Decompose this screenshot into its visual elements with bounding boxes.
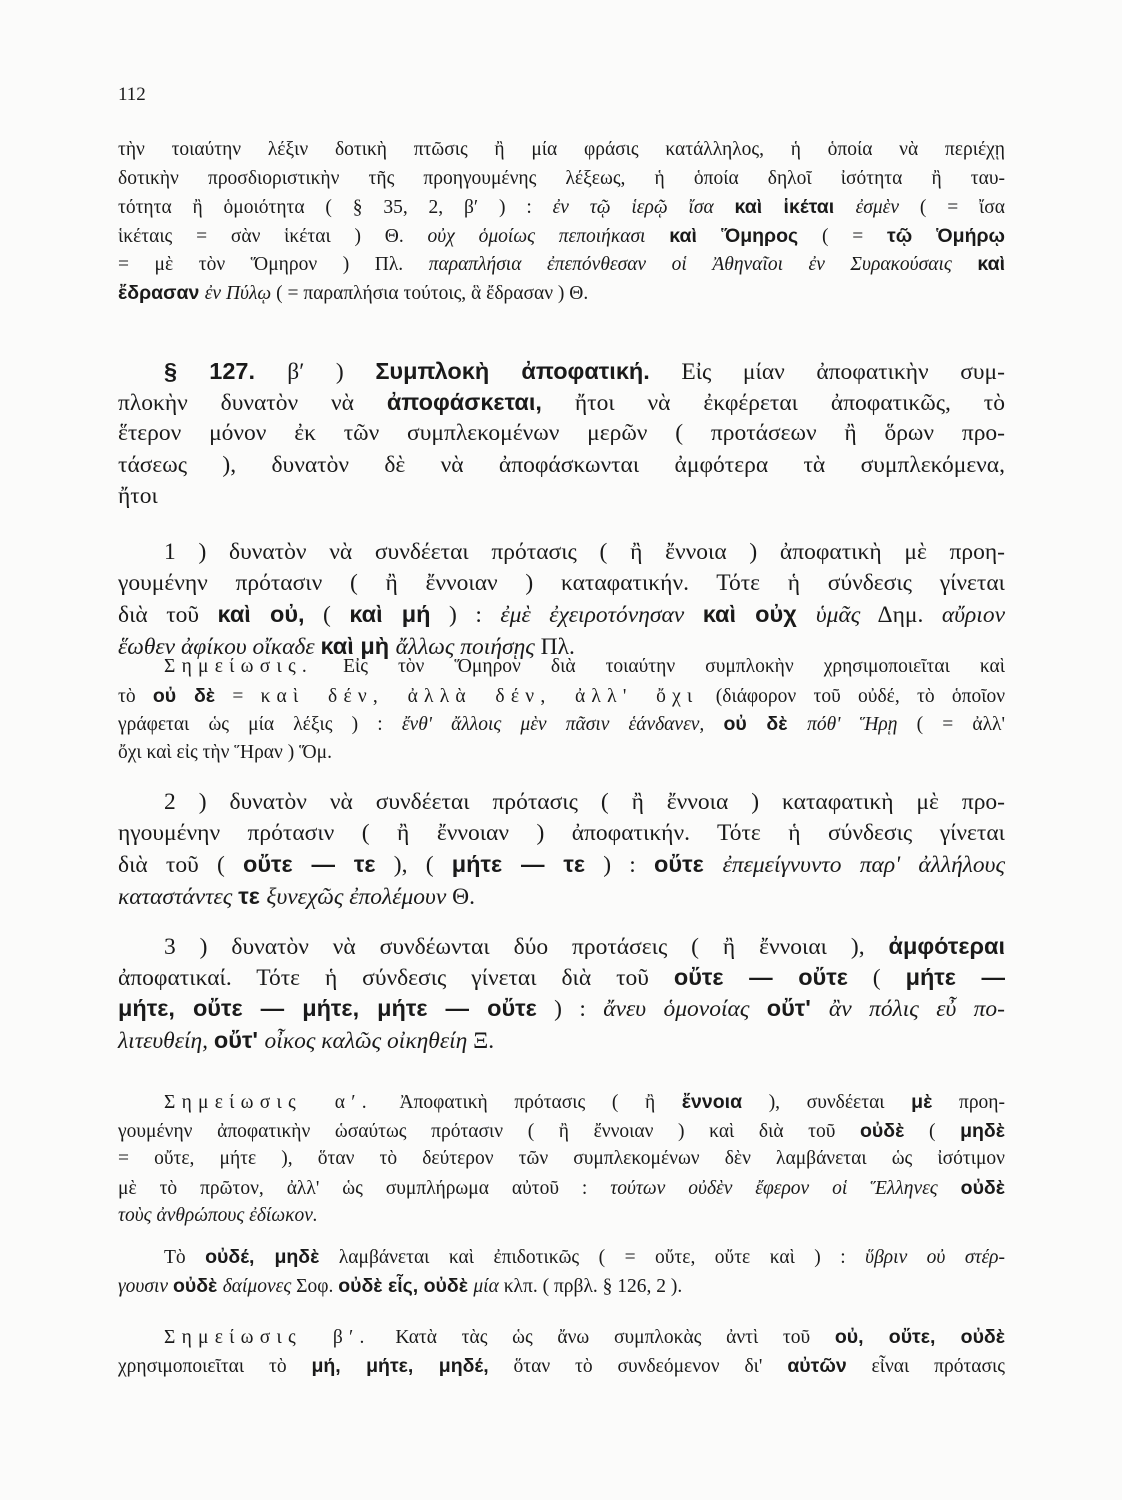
- text-run: διὰ τοῦ (: [118, 852, 244, 879]
- text-run: (: [304, 602, 350, 629]
- italic-text: παραπλήσια ἐπεπόνθεσαν οἱ Ἀθηναῖοι ἐν Συρακούσαις: [428, 254, 978, 276]
- text-run: ), συνδέεται: [742, 1092, 912, 1113]
- bold-text: § 127.: [164, 358, 288, 384]
- text-line: [118, 682, 1005, 711]
- text-run: 2 ) δυνατὸν νὰ συνδέεται πρότασις ( ἢ ἔννοια ) καταφατικὴ μὲ προ-: [164, 789, 1005, 815]
- text-line: [118, 818, 1005, 849]
- bold-text: καὶ μή: [349, 601, 431, 628]
- text-run: γουμένην πρότασιν ( ἢ ἔννοιαν ) καταφατικήν. Τότε ἡ σύνδεσις γίνεται: [118, 570, 1005, 597]
- bold-text: μήτε, οὔτε — μήτε, μήτε — οὔτε: [118, 995, 537, 1022]
- text-line: [118, 993, 1005, 1024]
- text-line: [118, 222, 1005, 251]
- bold-text: αὐτῶν: [787, 1354, 847, 1377]
- italic-text: ἕωθεν ἀφίκου οἴκαδε: [118, 633, 321, 660]
- text-run: τάσεως ), δυνατὸν δὲ νὰ ἀποφάσκωνται ἀμφότερα τὰ συμπλεκόμενα,: [118, 451, 1005, 478]
- text-run: κλπ. ( πρβλ. § 126, 2 ).: [498, 1275, 683, 1297]
- bold-text: οὐ δὲ: [152, 684, 216, 707]
- text-run: ἤτοι: [118, 482, 158, 509]
- bold-text: καὶ ἱκέται: [734, 196, 856, 219]
- text-line: [118, 1174, 1005, 1203]
- bold-text: τῷ Ὁμήρῳ: [887, 224, 1006, 247]
- text-line: [118, 787, 1005, 818]
- bold-text: οὔτε — τε: [243, 851, 376, 878]
- text-run: Ἀποφατικὴ πρότασις ( ἢ: [372, 1092, 682, 1113]
- text-run: = μὲ τὸν Ὅμηρον ) Πλ.: [118, 254, 429, 276]
- text-line: [118, 881, 1005, 912]
- bold-text: ἀμφότεραι: [888, 933, 1005, 959]
- italic-text: ἐν Πύλῳ: [204, 282, 272, 304]
- bold-text: οὔτ': [213, 1026, 265, 1053]
- text-line: [118, 250, 1005, 279]
- spaced-text: Σημείωσις α′.: [164, 1092, 373, 1113]
- text-run: ( = ἴσα: [899, 197, 1006, 219]
- text-line: [118, 418, 1005, 449]
- bold-text: οὐδὲ: [172, 1274, 223, 1297]
- text-line: [118, 450, 1005, 481]
- text-line: [118, 962, 1005, 993]
- italic-text: ἄνευ ὁμονοίας: [603, 996, 767, 1023]
- italic-text: ἐπεμείγνυντο παρ' ἀλλήλους: [722, 852, 1005, 879]
- bold-text: ἔννοια: [681, 1091, 743, 1113]
- text-line: [118, 1352, 1005, 1381]
- paragraph-note: [118, 653, 1005, 767]
- bold-text: οὔτ': [766, 995, 829, 1022]
- text-line: [118, 1025, 1005, 1056]
- italic-text: γουσιν: [118, 1275, 173, 1297]
- text-run: Θ.: [446, 883, 475, 910]
- text-run: τὴν τοιαύτην λέξιν δοτικὴ πτῶσις ἢ μία φράσις κατάλληλος, ἡ ὁποία νὰ περιέχῃ: [118, 139, 1005, 160]
- text-line: [118, 1243, 1005, 1272]
- text-run: ( = ἀλλ': [897, 714, 1006, 736]
- italic-text: τοὺς ἀνθρώπους ἐδίωκον.: [118, 1205, 318, 1227]
- text-run: ἱκέταις = σὰν ἱκέται ) Θ.: [118, 225, 428, 247]
- spaced-text: καὶ δέν, ἀλλὰ δέν, ἀλλ' ὄχι: [260, 685, 699, 707]
- bold-text: οὔτε: [654, 851, 723, 878]
- italic-text: πόθ' Ἥρῃ: [807, 714, 898, 736]
- italic-text: ἐν τῷ ἱερῷ ἴσα: [552, 197, 735, 219]
- page-number: 112: [118, 84, 146, 105]
- bold-text: καὶ οὐ,: [217, 601, 305, 628]
- bold-text: οὐδέ, μηδὲ: [205, 1246, 320, 1268]
- text-run: ) :: [430, 602, 501, 629]
- text-line: [118, 1323, 1005, 1352]
- spaced-text: Σημείωσις β′.: [164, 1327, 371, 1348]
- text-run: (διάφορον τοῦ οὐδέ, τὸ ὁποῖον: [698, 685, 1006, 707]
- text-run: ὅταν τὸ συνδεόμενον δι': [488, 1355, 788, 1377]
- italic-text: ὑμᾶς: [815, 602, 861, 629]
- text-run: ) :: [585, 852, 655, 879]
- text-run: ὄχι καὶ εἰς τὴν Ἥραν ) Ὅμ.: [118, 741, 332, 763]
- text-run: =: [215, 685, 261, 707]
- italic-text: ἂν πόλις εὖ πο-: [828, 996, 1005, 1023]
- text-line: [118, 356, 1005, 387]
- italic-text: οἶκος καλῶς οἰκηθείη: [264, 1027, 468, 1054]
- text-run: = οὔτε, μήτε ), ὅταν τὸ δεύτερον τῶν συμπλεκομένων δὲν λαμβάνεται ὡς ἰσότιμον: [118, 1148, 1005, 1170]
- bold-text: οὐ, οὔτε, οὐδὲ: [834, 1326, 1005, 1348]
- italic-text: ὕβριν οὐ στέρ-: [865, 1247, 1005, 1268]
- text-run: Σοφ.: [291, 1275, 339, 1297]
- text-run: Πλ.: [534, 633, 575, 660]
- text-line: [118, 387, 1005, 418]
- text-run: Δημ.: [860, 602, 942, 629]
- text-run: μὲ τὸ πρῶτον, ἀλλ' ὡς συμπλήρωμα αὐτοῦ :: [118, 1177, 611, 1199]
- bold-text: καὶ Ὅμηρος: [669, 224, 799, 247]
- bold-text: οὐδὲ εἷς, οὐδὲ: [338, 1274, 474, 1297]
- text-run: τὸ: [118, 685, 153, 707]
- italic-text: καταστάντες: [118, 883, 239, 910]
- paragraph-oude-epidotic: [118, 1243, 1005, 1300]
- text-run: Εἰς τὸν Ὅμηρον διὰ τοιαύτην συμπλοκὴν χρησιμοποιεῖται καὶ: [313, 656, 1005, 677]
- text-run: δοτικὴν προσδιοριστικὴν τῆς προηγουμένης λέξεως, ἡ ὁποία δηλοῖ ἰσότητα ἢ ταυ-: [118, 167, 1005, 189]
- bold-text: καὶ: [977, 253, 1005, 276]
- text-run: πλοκὴν δυνατὸν νὰ: [118, 390, 387, 417]
- text-run: Κατὰ τὰς ὡς ἄνω συμπλοκὰς ἀντὶ τοῦ: [370, 1327, 835, 1348]
- bold-text: ἀποφάσκεται,: [386, 389, 542, 416]
- text-run: χρησιμοποιεῖται τὸ: [118, 1355, 312, 1377]
- text-line: [118, 1145, 1005, 1174]
- text-line: [118, 1117, 1005, 1146]
- bold-text: μή, μήτε, μηδέ,: [311, 1354, 489, 1377]
- text-run: ), (: [375, 852, 452, 879]
- italic-text: τούτων οὐδὲν ἔφερον οἱ Ἕλληνες: [610, 1177, 961, 1199]
- text-run: εἶναι πρότασις: [846, 1355, 1005, 1377]
- italic-text: ἐσμὲν: [855, 197, 900, 219]
- bold-text: ἔδρασαν: [118, 281, 205, 304]
- text-run: Ξ.: [467, 1027, 495, 1054]
- bold-text: καὶ οὐχ: [702, 601, 816, 628]
- text-run: διὰ τοῦ: [118, 602, 218, 629]
- paragraph-dative-continuation: [118, 136, 1005, 308]
- text-line: [118, 481, 1005, 512]
- text-line: [118, 739, 1005, 768]
- text-line: [118, 653, 1005, 682]
- paragraph-item-3: [118, 931, 1005, 1056]
- text-run: τότητα ἢ ὁμοιότητα ( § 35, 2, β′ ) :: [118, 197, 553, 219]
- text-run: γουμένην ἀποφατικὴν ὡσαύτως πρότασιν ( ἢ ἔννοιαν ) καὶ διὰ τοῦ: [118, 1120, 860, 1142]
- text-run: β′ ): [287, 359, 376, 385]
- text-run: ἤτοι νὰ ἐκφέρεται ἀποφατικῶς, τὸ: [541, 390, 1006, 417]
- text-line: [118, 710, 1005, 739]
- paragraph-item-1: [118, 537, 1005, 662]
- text-run: ἀποφατικαί. Τότε ἡ σύνδεσις γίνεται διὰ τοῦ: [118, 965, 674, 992]
- italic-text: δαίμονες: [222, 1275, 292, 1297]
- text-line: [118, 1088, 1005, 1117]
- italic-text: οὐχ ὁμοίως πεποιήκασι: [427, 225, 670, 247]
- text-line: [118, 849, 1005, 880]
- text-run: λαμβάνεται καὶ ἐπιδοτικῶς ( = οὔτε, οὔτε καὶ ) :: [319, 1247, 866, 1268]
- text-run: 1 ) δυνατὸν νὰ συνδέεται πρότασις ( ἢ ἔννοια ) ἀποφατικὴ μὲ προη-: [164, 539, 1005, 565]
- text-run: (: [847, 965, 906, 992]
- text-run: ( = παραπλήσια τούτοις, ἃ ἔδρασαν ) Θ.: [271, 282, 589, 304]
- text-line: [118, 1272, 1005, 1301]
- bold-text: οὐδὲ: [960, 1176, 1005, 1199]
- italic-text: αὔριον: [941, 602, 1006, 629]
- bold-text: τε: [238, 882, 267, 909]
- text-line: [118, 537, 1005, 568]
- text-line: [118, 193, 1005, 222]
- bold-text: μήτε — τε: [451, 851, 586, 878]
- bold-text: οὔτε — οὔτε: [673, 964, 848, 991]
- italic-text: ἔνθ' ἄλλοις μὲν πᾶσιν ἑάνδανεν,: [401, 714, 724, 736]
- text-line: [118, 931, 1005, 962]
- text-run: 3 ) δυνατὸν νὰ συνδέωνται δύο προτάσεις ( ἢ ἔννοιαι ),: [164, 934, 889, 960]
- italic-text: ἄλλως ποιήσῃς: [395, 633, 535, 660]
- bold-text: οὐδὲ: [860, 1119, 905, 1142]
- bold-text: μὲ: [911, 1091, 933, 1113]
- text-run: ηγουμένην πρότασιν ( ἢ ἔννοιαν ) ἀποφατικήν. Τότε ἡ σύνδεσις γίνεται: [118, 820, 1005, 847]
- text-line: [118, 1202, 1005, 1231]
- text-run: Εἰς μίαν ἀποφατικὴν συμ-: [649, 359, 1005, 385]
- paragraph-note-beta: [118, 1323, 1005, 1380]
- text-run: (: [904, 1120, 961, 1142]
- italic-text: ξυνεχῶς ἐπολέμουν: [266, 883, 447, 910]
- italic-text: μία: [473, 1275, 499, 1297]
- text-run: προη-: [932, 1092, 1005, 1113]
- bold-text: καὶ μὴ: [320, 632, 396, 659]
- italic-text: λιτευθείη,: [118, 1027, 214, 1054]
- text-run: Τὸ: [164, 1247, 206, 1268]
- bold-text: μηδὲ: [960, 1119, 1005, 1142]
- text-run: ) :: [536, 996, 604, 1023]
- text-run: γράφεται ὡς μία λέξις ) :: [118, 714, 402, 736]
- italic-text: ἐμὲ ἐχειροτόνησαν: [500, 602, 703, 629]
- bold-text: Συμπλοκὴ ἀποφατική.: [375, 358, 650, 384]
- text-line: [118, 279, 1005, 308]
- text-run: ἕτερον μόνον ἐκ τῶν συμπλεκομένων μερῶν ( προτάσεων ἢ ὅρων προ-: [118, 420, 1005, 447]
- paragraph-note-alpha: [118, 1088, 1005, 1231]
- text-run: ( =: [798, 225, 888, 247]
- text-line: [118, 165, 1005, 194]
- spaced-text: Σημείωσις.: [164, 656, 314, 677]
- text-line: [118, 599, 1005, 630]
- text-line: [118, 136, 1005, 165]
- paragraph-section-127: [118, 356, 1005, 512]
- bold-text: οὐ δὲ: [723, 713, 808, 736]
- paragraph-item-2: [118, 787, 1005, 912]
- bold-text: μήτε —: [905, 964, 1006, 991]
- text-line: [118, 568, 1005, 599]
